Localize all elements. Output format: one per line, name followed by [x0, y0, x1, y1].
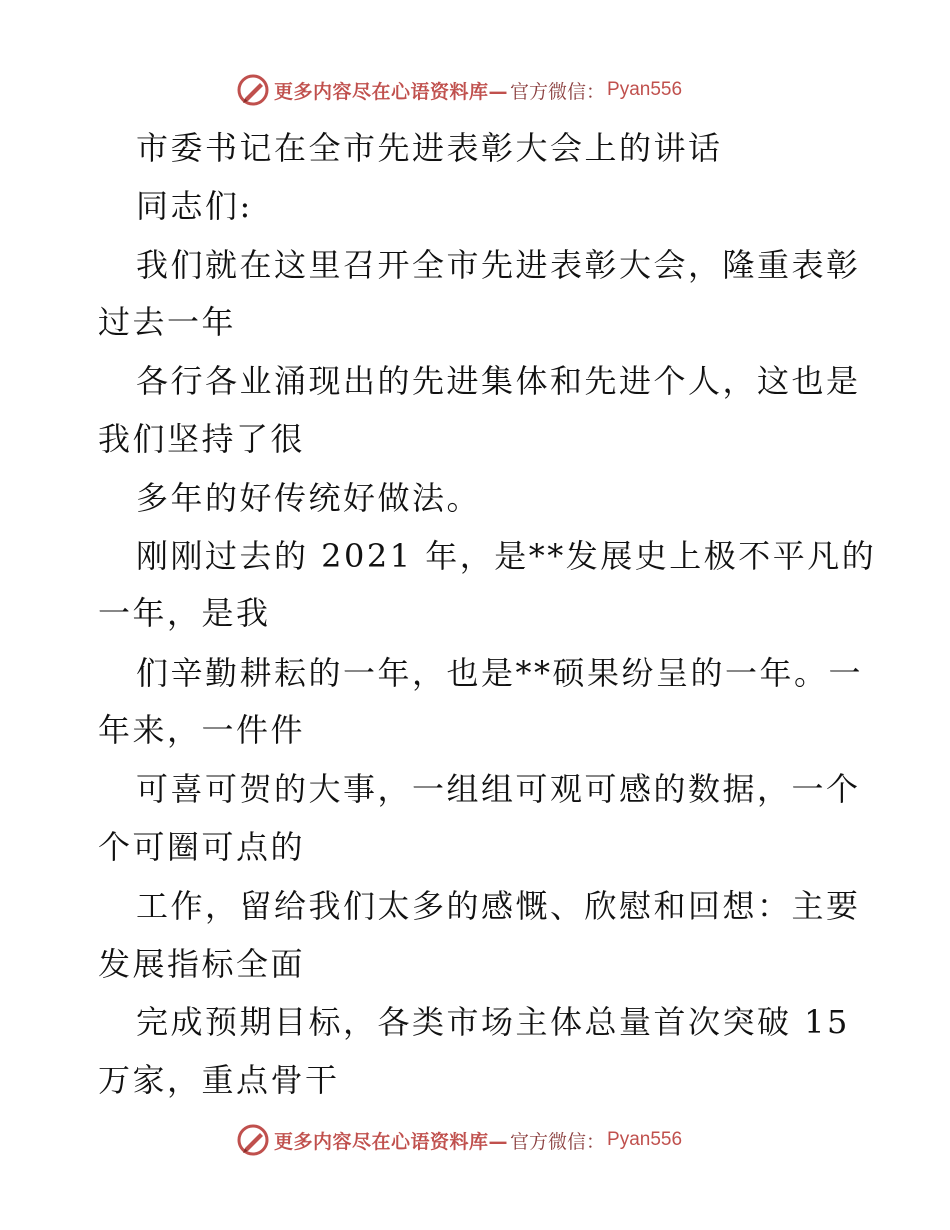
body-line: 完成预期目标，各类市场主体总量首次突破 15 [136, 1003, 850, 1041]
body-line: 一年，是我 [98, 594, 271, 632]
body-line: 各行各业涌现出的先进集体和先进个人，这也是 [136, 362, 861, 400]
salutation: 同志们: [136, 187, 253, 225]
body-line: 们辛勤耕耘的一年，也是**硕果纷呈的一年。一 [136, 654, 864, 692]
body-line: 发展指标全面 [98, 945, 306, 983]
body-line: 工作，留给我们太多的感慨、欣慰和回想：主要 [136, 887, 861, 925]
body-line: 我们就在这里召开全市先进表彰大会，隆重表彰 [136, 246, 861, 284]
body-line: 年来，一件件 [98, 711, 306, 749]
body-line: 多年的好传统好做法。 [136, 479, 482, 517]
banner-wechat-label: 官方微信： [510, 80, 606, 103]
footer-banner [236, 1122, 682, 1158]
body-line: 过去一年 [98, 303, 237, 341]
document-title: 市委书记在全市先进表彰大会上的讲话 [136, 129, 723, 167]
body-line: 个可圈可点的 [98, 828, 306, 866]
banner-wechat-id: Pyan556 [607, 1129, 683, 1150]
banner-text: 更多内容尽在心语资料库— [274, 80, 509, 103]
banner-text: 更多内容尽在心语资料库— [274, 1130, 509, 1153]
body-line: 万家，重点骨干 [98, 1061, 340, 1099]
banner-wechat-label: 官方微信： [510, 1130, 606, 1153]
pen-logo-icon [236, 73, 270, 107]
body-line: 可喜可贺的大事，一组组可观可感的数据，一个 [136, 770, 861, 808]
body-line: 我们坚持了很 [98, 420, 306, 458]
header-banner [236, 72, 682, 108]
body-line: 刚刚过去的 2021 年，是**发展史上极不平凡的 [136, 537, 877, 575]
banner-wechat-id: Pyan556 [607, 79, 683, 100]
pen-logo-icon [236, 1123, 270, 1157]
